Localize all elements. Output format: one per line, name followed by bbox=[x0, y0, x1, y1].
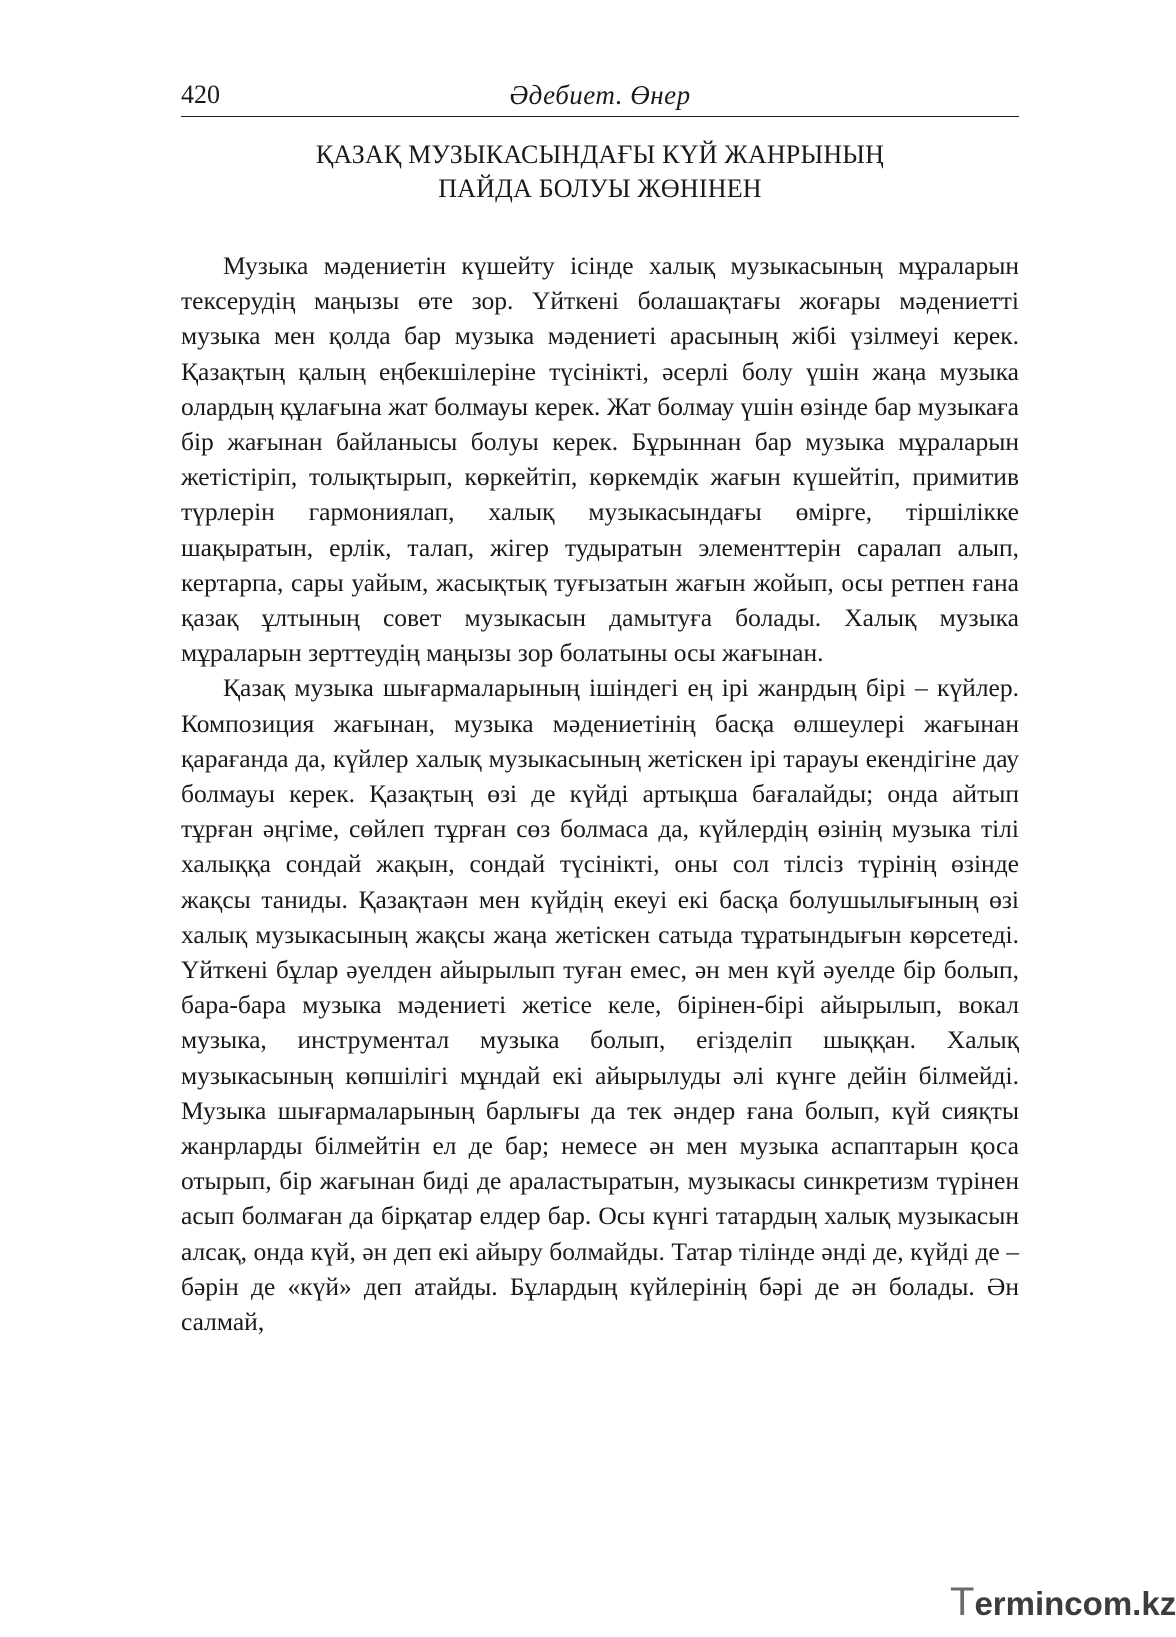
page-number: 420 bbox=[181, 80, 220, 109]
watermark-text: erminc bbox=[974, 1585, 1083, 1622]
article-title bbox=[181, 138, 1019, 206]
article-title-line: ПАЙДА БОЛУЫ ЖӨНІНЕН bbox=[438, 174, 762, 203]
paragraph: Қазақ музыка шығармаларының ішіндегі ең ірі жанрдың бірі – күйлер. Композиция жағынан, музыка мәдениетінің басқа өлшеулері жағынан қарағанда да, күйлер халық музыкасының жетіскен ірі тарауы екендігіне дау болмауы керек. Қазақтың өзі де күйді артықша бағалайды; онда айтып тұрған әңгіме, сөйлеп тұрған сөз болмаса да, күйлердің өзінің музыка тілі халыққа сондай жақын, сондай түсінікті, оны сол тілсіз түрінің өзінде жақсы таниды. Қазақтаән мен күйдің екеуі екі басқа болушылығының өзі халық музыкасының жақсы жаңа жетіскен сатыда тұратындығын көрсетеді. Үйткені бұлар әуелден айырылып туған емес, ән мен күй әуелде бір болып, бара-бара музыка мәдениеті жетісе келе, бірінен-бірі айырылып, вокал музыка, инструментал музыка болып, егізделіп шыққан. Халық музыкасының көпшілігі мұндай екі айырылуды әлі күнге дейін білмейді. Музыка шығармаларының барлығы да тек әндер ғана болып, күй сияқты жанрларды білмейтін ел де бар; немесе ән мен музыка аспаптарын қоса отырып, бір жағынан биді де араластыратын, музыкасы синкретизм түрінен асып болмаған да бірқатар елдер бар. Осы күнгі татардың халық музыкасын алсақ, онда күй, ән деп екі айыру болмайды. Татар тілінде әнді де, күйді де – бәрін де «күй» деп атайды. Бұлардың күйлерінің бәрі де ән болады. Ән салмай, bbox=[181, 673, 1019, 1337]
running-title: Әдебиет. Өнер bbox=[509, 80, 691, 110]
article-title-line: ҚАЗАҚ МУЗЫКАСЫНДАҒЫ КҮЙ ЖАНРЫНЫҢ bbox=[315, 140, 885, 169]
watermark-letter-t: T bbox=[950, 1580, 975, 1624]
watermark-suffix: m.kz bbox=[1102, 1585, 1176, 1622]
watermark-logo bbox=[950, 1580, 1176, 1624]
watermark-o: o bbox=[1082, 1585, 1103, 1622]
article-body bbox=[181, 248, 1019, 1339]
paragraph: Музыка мәдениетін күшейту ісінде халық музыкасының мұраларын тексерудің маңызы өте зор. Үйткені болашақтағы жоғары мәдениетті музыка мен қолда бар музыка мәдениеті арасының жібі үзілмеуі керек. Қазақтың қалың еңбекшілеріне түсінікті, әсерлі болу үшін жаңа музыка олардың құлағына жат болмауы керек. Жат болмау үшін өзінде бар музыкаға бір жағынан байланысы болуы керек. Бұрыннан бар музыка мұраларын жетістіріп, толықтырып, көркейтіп, көркемдік жағын күшейтіп, примитив түрлерін гармониялап, халық музыкасындағы өмірге, тіршілікке шақыратын, ерлік, талап, жігер тудыратын элементтерін саралап алып, кертарпа, сары уайым, жасықтық туғызатын жағын жойып, осы ретпен ғана қазақ ұлтының совет музыкасын дамытуға болады. Халық музыка мұраларын зерттеудің маңызы зор болатыны осы жағынан. bbox=[181, 251, 1019, 668]
page-header bbox=[181, 76, 1019, 117]
